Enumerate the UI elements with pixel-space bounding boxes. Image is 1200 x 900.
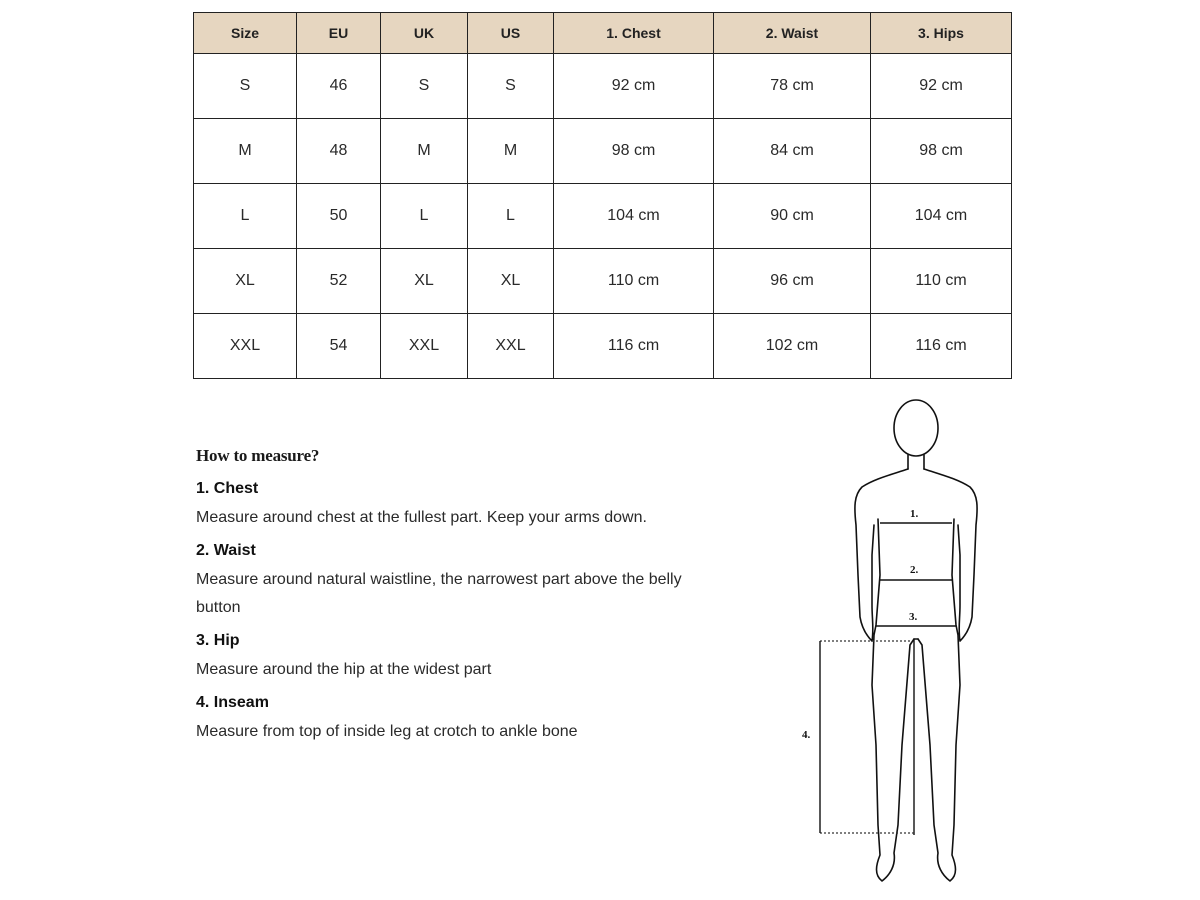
cell-hips: 92 cm [871,54,1012,119]
figure-label-waist: 2. [910,564,919,576]
guide-heading-chest: 1. Chest [196,480,259,497]
table-row [194,119,1012,184]
cell-waist: 84 cm [714,119,871,184]
cell-uk: XXL [381,314,468,379]
cell-uk: S [381,54,468,119]
cell-us: M [468,119,554,184]
guide-text-inseam: Measure from top of inside leg at crotch to ankle bone [196,723,578,740]
guide-text-hip: Measure around the hip at the widest part [196,661,492,678]
guide-heading-inseam: 4. Inseam [196,694,269,711]
cell-eu: 48 [297,119,381,184]
cell-chest: 98 cm [554,119,714,184]
cell-size: XXL [194,314,297,379]
cell-hips: 104 cm [871,184,1012,249]
cell-chest: 92 cm [554,54,714,119]
cell-eu: 52 [297,249,381,314]
table-row [194,314,1012,379]
guide-section-hip [196,630,716,684]
cell-size: M [194,119,297,184]
table-row [194,249,1012,314]
cell-waist: 78 cm [714,54,871,119]
cell-size: L [194,184,297,249]
cell-waist: 102 cm [714,314,871,379]
size-chart-table [193,12,1012,379]
header-waist: 2. Waist [714,13,871,54]
guide-section-chest [196,478,716,532]
header-uk: UK [381,13,468,54]
header-size: Size [194,13,297,54]
cell-size: S [194,54,297,119]
header-us: US [468,13,554,54]
table-row [194,184,1012,249]
measurement-guide [196,444,716,754]
cell-size: XL [194,249,297,314]
body-outline-illustration [790,395,990,890]
figure-label-chest: 1. [910,508,919,520]
cell-hips: 110 cm [871,249,1012,314]
guide-heading-hip: 3. Hip [196,632,240,649]
cell-us: S [468,54,554,119]
cell-uk: M [381,119,468,184]
cell-chest: 110 cm [554,249,714,314]
guide-text-waist: Measure around natural waistline, the narrowest part above the belly button [196,571,682,616]
cell-us: XL [468,249,554,314]
cell-eu: 54 [297,314,381,379]
cell-chest: 104 cm [554,184,714,249]
table-header-row [194,13,1012,54]
cell-us: L [468,184,554,249]
cell-us: XXL [468,314,554,379]
cell-hips: 98 cm [871,119,1012,184]
header-eu: EU [297,13,381,54]
guide-text-chest: Measure around chest at the fullest part. Keep your arms down. [196,509,647,526]
header-hips: 3. Hips [871,13,1012,54]
cell-chest: 116 cm [554,314,714,379]
body-measurement-figure [790,395,990,890]
guide-title: How to measure? [196,446,320,465]
cell-eu: 50 [297,184,381,249]
cell-waist: 96 cm [714,249,871,314]
guide-section-waist [196,540,716,622]
table-row [194,54,1012,119]
cell-uk: L [381,184,468,249]
cell-waist: 90 cm [714,184,871,249]
figure-label-hip: 3. [909,611,918,623]
guide-section-inseam [196,692,716,746]
figure-label-inseam: 4. [802,729,811,741]
header-chest: 1. Chest [554,13,714,54]
cell-hips: 116 cm [871,314,1012,379]
cell-eu: 46 [297,54,381,119]
cell-uk: XL [381,249,468,314]
guide-heading-waist: 2. Waist [196,542,256,559]
